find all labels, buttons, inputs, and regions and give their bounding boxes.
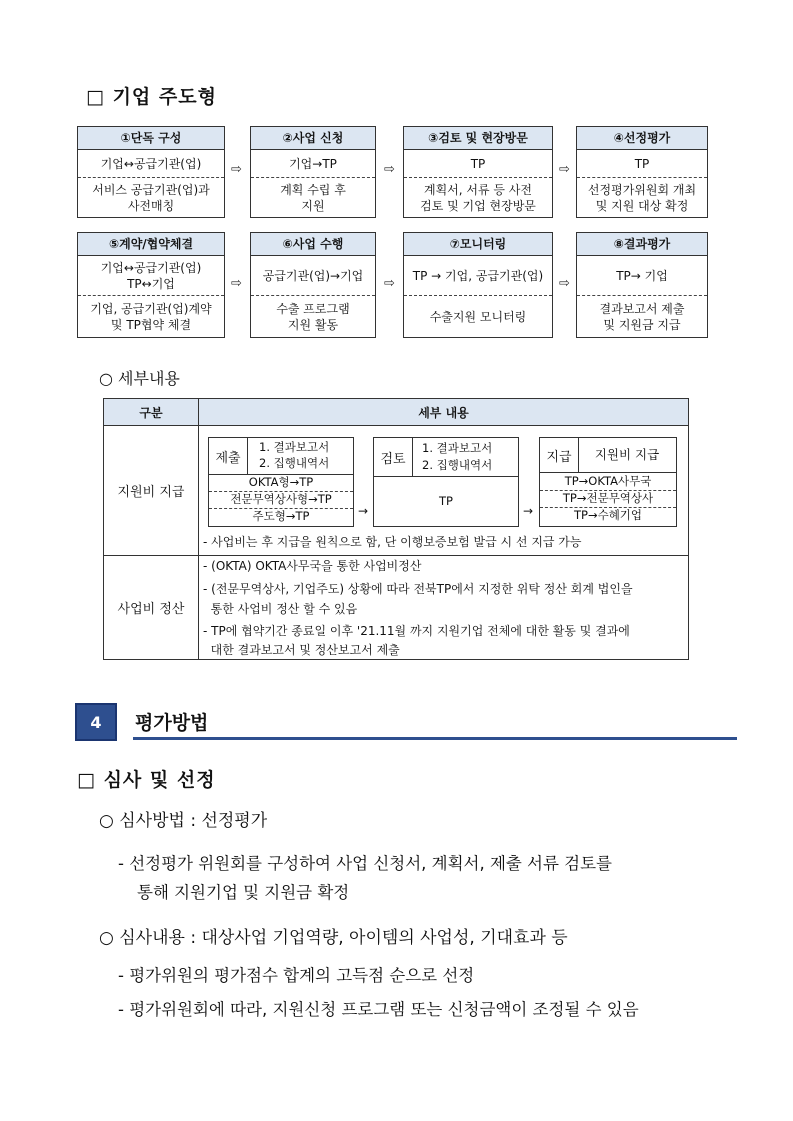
flow-step-top: 기업↔공급기관(업) [78, 150, 224, 178]
submit-box [208, 437, 354, 527]
arrow-icon: ⇨ [559, 162, 570, 177]
flow-step-bottom: 선정평가위원회 개최 및 지원 대상 확정 [587, 183, 697, 213]
flow-step-bottom: 계획 수립 후 지원 [280, 183, 346, 213]
flow-step-top: TP → 기업, 공급기관(업) [404, 256, 552, 296]
row-label-settlement: 사업비 정산 [104, 556, 199, 660]
pay-route: TP→수혜기업 [573, 508, 643, 522]
flow-step-5 [77, 232, 225, 338]
flow-step-top: TP→ 기업 [577, 256, 707, 296]
method-line: 통해 지원기업 및 지원금 확정 [137, 883, 350, 902]
flow-step-top: 기업↔공급기관(업) TP↔기업 [78, 256, 224, 296]
arrow-icon: ⇨ [559, 276, 570, 291]
flow-step-head: ④선정평가 [577, 127, 707, 150]
flow-step-3 [403, 126, 553, 218]
content-heading: ○ 심사내용 : 대상사업 기업역량, 아이템의 사업성, 기대효과 등 [99, 928, 568, 948]
flow-step-1 [77, 126, 225, 218]
section-number-badge: 4 [75, 703, 117, 741]
flow-step-4 [576, 126, 708, 218]
flow-step-2 [250, 126, 376, 218]
review-item: 2. 집행내역서 [422, 458, 493, 472]
table-header-detail: 세부 내용 [199, 399, 689, 426]
flow-step-6 [250, 232, 376, 338]
arrow-icon: → [523, 504, 534, 518]
content-line: - 평가위원의 평가점수 합계의 고득점 순으로 선정 [118, 966, 475, 985]
submit-item: 1. 결과보고서 [259, 440, 330, 454]
method-heading: ○ 심사방법 : 선정평가 [99, 811, 268, 831]
flow-step-head: ⑧결과평가 [577, 233, 707, 256]
submit-route: 주도형→TP [252, 509, 310, 523]
review-box-top [374, 438, 518, 477]
pay-box-top [540, 438, 676, 473]
review-title: □ 심사 및 선정 [77, 769, 216, 791]
review-item: 1. 결과보고서 [422, 441, 493, 455]
review-box [373, 437, 519, 527]
review-body: TP [439, 494, 453, 508]
flow-step-head: ③검토 및 현장방문 [404, 127, 552, 150]
pay-route: TP→전문무역상사 [540, 491, 676, 508]
arrow-icon: → [358, 504, 369, 518]
flow-step-bottom: 수출지원 모니터링 [429, 310, 527, 324]
section-4-title: 평가방법 [135, 712, 209, 734]
review-label: 검토 [374, 438, 413, 476]
table-header-category: 구분 [104, 399, 199, 426]
pay-route: TP→OKTA사무국 [540, 474, 676, 491]
flow-step-top: 기업→TP [251, 150, 375, 178]
submit-box-top [209, 438, 353, 475]
flow-step-top: TP [404, 150, 552, 178]
pay-label: 지급 [540, 438, 579, 472]
flow-step-head: ⑤계약/협약체결 [78, 233, 224, 256]
flow-step-bottom: 서비스 공급기관(업)과 사전매칭 [92, 183, 210, 213]
submit-route: OKTA형→TP [209, 475, 353, 492]
submit-item: 2. 집행내역서 [259, 456, 330, 470]
settlement-note: - (전문무역상사, 기업주도) 상황에 따라 전북TP에서 지정한 위탁 정산 회계 법인을 [203, 582, 633, 596]
settlement-note: 대한 결과보고서 및 정산보고서 제출 [203, 643, 400, 657]
pay-item: 지원비 지급 [594, 447, 660, 462]
payment-note: - 사업비는 후 지급을 원칙으로 함, 단 이행보증보험 발급 시 선 지급 가능 [203, 535, 582, 549]
content-line: - 평가위원회에 따라, 지원신청 프로그램 또는 신청금액이 조정될 수 있음 [118, 1000, 639, 1019]
flow-step-bottom: 결과보고서 제출 및 지원금 지급 [599, 302, 685, 332]
submit-label: 제출 [209, 438, 248, 474]
flow-step-head: ⑥사업 수행 [251, 233, 375, 256]
flow-step-top: TP [577, 150, 707, 178]
method-line: - 선정평가 위원회를 구성하여 사업 신청서, 계획서, 제출 서류 검토를 [118, 854, 613, 873]
arrow-icon: ⇨ [231, 276, 242, 291]
flow-step-bottom: 수출 프로그램 지원 활동 [276, 302, 350, 332]
flow-step-head: ①단독 구성 [78, 127, 224, 150]
flow-step-top: 공급기관(업)→기업 [251, 256, 375, 296]
pay-box [539, 437, 677, 527]
settlement-note: - TP에 협약기간 종료일 이후 '21.11월 까지 지원기업 전체에 대한 활동 및 결과에 [203, 624, 630, 638]
flow-step-8 [576, 232, 708, 338]
flow-step-head: ⑦모니터링 [404, 233, 552, 256]
arrow-icon: ⇨ [384, 276, 395, 291]
row-label-payment: 지원비 지급 [104, 426, 199, 556]
flow-step-7 [403, 232, 553, 338]
arrow-icon: ⇨ [384, 162, 395, 177]
flow-step-bottom: 계획서, 서류 등 사전 검토 및 기업 현장방문 [420, 183, 536, 213]
flow-step-head: ②사업 신청 [251, 127, 375, 150]
settlement-note: 통한 사업비 정산 할 수 있음 [203, 602, 358, 616]
settlement-note: - (OKTA) OKTA사무국을 통한 사업비정산 [203, 559, 422, 573]
section-rule [133, 737, 737, 740]
submit-route: 전문무역상사형→TP [209, 492, 353, 509]
arrow-icon: ⇨ [231, 162, 242, 177]
section-title: □ 기업 주도형 [86, 86, 217, 108]
detail-heading: ○ 세부내용 [99, 369, 180, 388]
flow-step-bottom: 기업, 공급기관(업)계약 및 TP협약 체결 [90, 302, 212, 332]
